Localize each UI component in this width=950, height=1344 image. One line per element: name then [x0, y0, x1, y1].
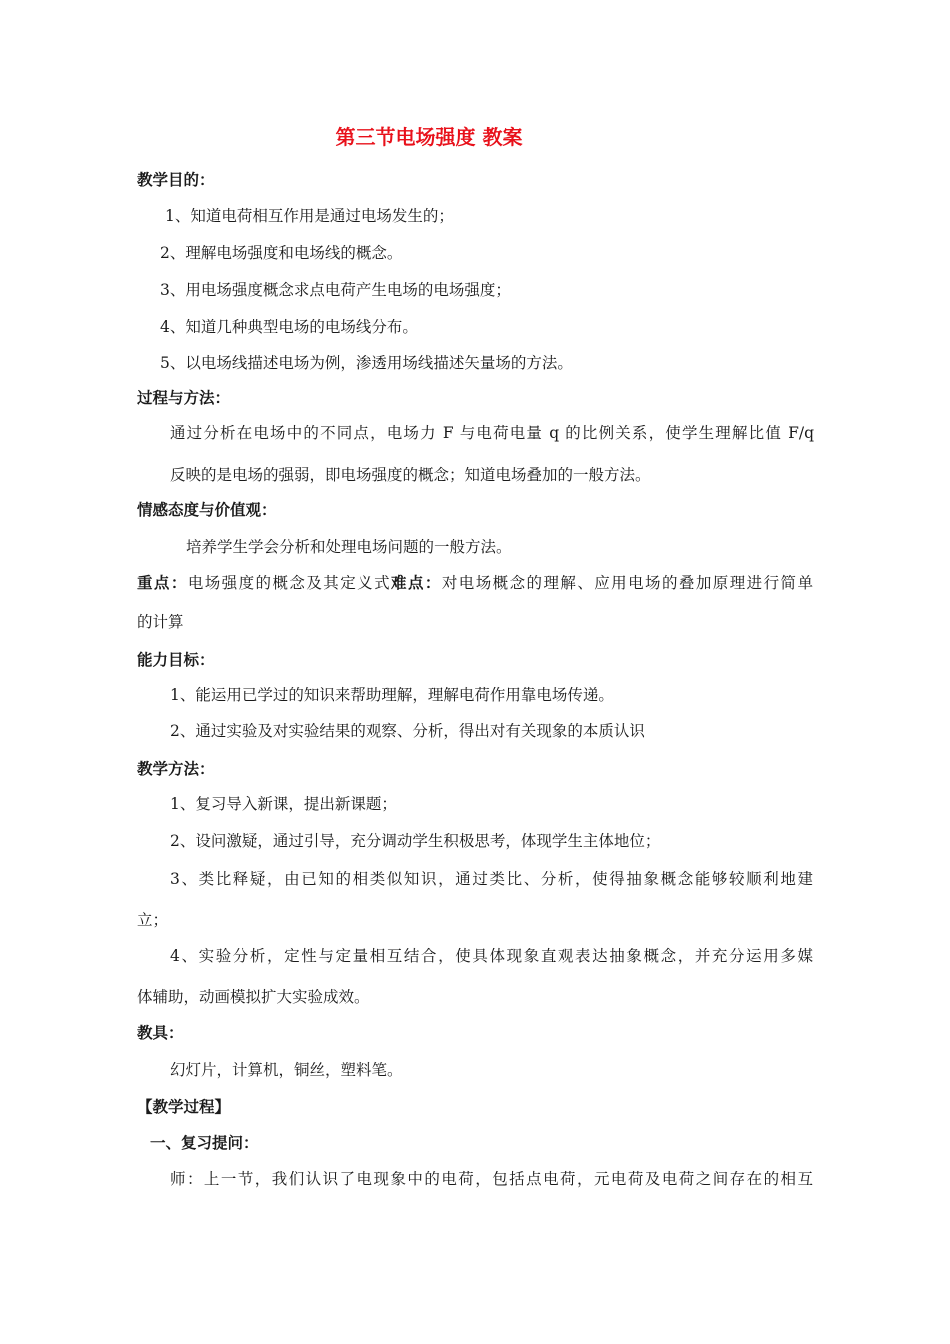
- tools-heading: 教具：: [137, 1024, 184, 1042]
- objective-item: 1、知道电荷相互作用是通过电场发生的；: [165, 207, 454, 225]
- methods-heading: 教学方法：: [137, 760, 215, 778]
- tools-text: 幻灯片，计算机，铜丝，塑料笔。: [170, 1061, 403, 1079]
- key-label: 重点：: [137, 574, 188, 592]
- process-method-heading: 过程与方法：: [137, 389, 231, 407]
- objective-item: 4、知道几种典型电场的电场线分布。: [160, 318, 418, 336]
- review-section-heading: 一、复习提问：: [150, 1134, 259, 1152]
- objective-item: 2、理解电场强度和电场线的概念。: [160, 244, 403, 262]
- page-title: 第三节电场强度 教案: [335, 125, 523, 149]
- key-points-continuation: 的计算: [137, 613, 184, 631]
- ability-heading: 能力目标：: [137, 651, 215, 669]
- attitude-heading: 情感态度与价值观：: [137, 501, 277, 519]
- objective-item: 5、以电场线描述电场为例，渗透用场线描述矢量场的方法。: [160, 354, 573, 372]
- method-item-continuation: 立；: [137, 911, 169, 929]
- key-points-line: [137, 573, 813, 593]
- key-text: 电场强度的概念及其定义式: [187, 574, 392, 592]
- review-paragraph: 师：上一节，我们认识了电现象中的电荷，包括点电荷，元电荷及电荷之间存在的相互: [170, 1170, 813, 1188]
- method-item: 1、复习导入新课，提出新课题；: [170, 795, 397, 813]
- process-method-line: 通过分析在电场中的不同点，电场力 F 与电荷电量 q 的比例关系，使学生理解比值 F/q: [170, 424, 814, 442]
- method-item: 4、实验分析，定性与定量相互结合，使具体现象直观表达抽象概念，并充分运用多媒: [170, 947, 813, 965]
- method-item: 3、类比释疑，由已知的相类似知识，通过类比、分析，使得抽象概念能够较顺利地建: [170, 870, 813, 888]
- method-item-continuation: 体辅助，动画模拟扩大实验成效。: [137, 988, 370, 1006]
- process-method-line: 反映的是电场的强弱，即电场强度的概念；知道电场叠加的一般方法。: [170, 466, 651, 484]
- objectives-heading: 教学目的：: [137, 171, 215, 189]
- process-heading: 【教学过程】: [137, 1098, 231, 1116]
- ability-item: 1、能运用已学过的知识来帮助理解，理解电荷作用靠电场传递。: [170, 686, 614, 704]
- difficulty-text: 对电场概念的理解、应用电场的叠加原理进行简单: [441, 574, 813, 592]
- ability-item: 2、通过实验及对实验结果的观察、分析，得出对有关现象的本质认识: [170, 722, 645, 740]
- objective-item: 3、用电场强度概念求点电荷产生电场的电场强度；: [160, 281, 511, 299]
- difficulty-label: 难点：: [391, 574, 442, 592]
- attitude-text: 培养学生学会分析和处理电场问题的一般方法。: [186, 538, 512, 556]
- method-item: 2、设问激疑，通过引导，充分调动学生积极思考，体现学生主体地位；: [170, 832, 661, 850]
